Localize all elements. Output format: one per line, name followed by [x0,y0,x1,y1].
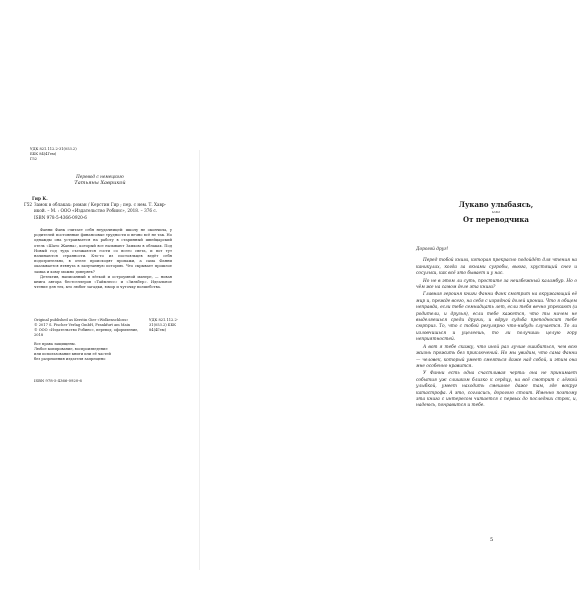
author-heading: Гир К. [32,196,48,201]
greeting: Дорогой друг! [416,247,449,252]
rights-note-line: без разрешения издателя запрещено [34,357,106,361]
annotation-paragraph: Фанни Фанк считает себя неудачницей: школу не окончила, у родителей постоянные финансовые трудности и вечно всё не так. Но однажды она устраивается на работу в старинный швейцарский отель «Шато Жанна», который все называют Замком в облаках. Под Новый год туда съезжаются гости со всего света, и вот тут начинаются странности. Кто-то из постояльцев ведёт себя подозрительно, в отеле происходят пропажи, а сама Фанни оказывается втянута в запутанную историю. Что скрывает прошлое замка и кому можно доверять? [34,228,172,274]
preface-paragraph: А вот я тебе скажу, что иной раз лучше ошибиться, чем всю жизнь прожить без приключений. Но мы увидим, что сама Фанни — человек, который умеет смеяться даже над собой, и этим она мне особенно нравится. [416,344,577,369]
right-page [200,0,577,600]
chapter-subtitle: От переводчика [463,215,529,224]
chapter-title-connector: или [492,209,500,214]
preface-paragraph: Перед тобой книга, которая прекрасно подойдёт для чтения на каникулах, когда за окнами сугробы, вьюга, хрустящий снег и сосульки, как всё это бывает и у нас. [416,258,577,277]
author-description: Замок в облаках: роман / Керстин Гир ; пер. с нем. Т. Хавр-икой. – М. : ООО «Издательство Робинс», 2018. – 376 с. [34,202,166,213]
udk-line: УДК 821.112.2-31(053.2) [30,147,77,151]
preface-paragraph: Главная героиня книги Фанни Фанк смотрит на окружающий её мир и, прежде всего, на себя с изрядной долей иронии. Что я общем неправда, если тебе семнадцать лет, если тебя вечно упрекают (и родители, и друзья), если тебе кажется, что ты ничем не выделяешься среди других, и вдруг судьба преподносит тебе сюрприз. То, что с тобой регулярно что-нибудь случается. То ли изловчишься и уцелеешь, то ли получишь целую гору неприятностей. [416,292,577,343]
rights-note-line: или использование книги или её частей [34,352,111,356]
rights-note-line: Все права защищены. [34,342,76,346]
rights-line: © 2017 S. Fischer Verlag GmbH, Frankfurt am Main [34,323,131,327]
author-code: Г52 [24,202,33,207]
rights-line: Original published as Kerstin Gier «Wolkenschloss» [34,318,129,322]
author-mark-line: Г52 [30,157,37,161]
annotation-paragraph: Детектив, написанный в лёгкой и остроумной манере, — новая книга автора бестселлеров «Таймлесс» и «Зильбер». Идеальное чтение для тех, кто любит загадки, юмор и чуточку волшебства. [34,274,172,290]
page-number: 5 [490,537,494,543]
bibliographic-record [24,196,174,221]
preface-text [416,247,577,411]
chapter-title: Лукаво улыбаясь, [458,200,534,209]
preface-paragraph: У Фанни есть одна счастливая черта: она не принимает события уж слишком близко к сердцу, на всё смотрит с лёгкой улыбкой, умеет находить смешное даже там, где вокруг катастрофа. А это, согласись, дорогого стоит. Именно поэтому эта книга с интересом читается с первых до последних строк, и, надеюсь, понравится и тебе. [416,371,577,409]
rights-classification: УДК 821.112.2-31(053.2) ББК 84(4Гем) [149,318,178,332]
translator-name: Татьяны Хаврикой [74,179,126,186]
preface-paragraph: Но не в этом ли суть, простите за неизбежный каламбур. Но о чём же на самом деле эта книга? [416,278,577,291]
rights-block [34,318,178,362]
translator-label: Перевод с немецкого [76,174,124,179]
rights-line: © ООО «Издательство Робинс», перевод, оформление, 2018 [34,328,139,337]
annotation [34,228,172,290]
translator-credit [30,174,170,187]
bottom-isbn: ISBN 978-5-4366-0920-6 [34,378,82,383]
bbk-line: ББК 84(4Гем) [30,152,57,156]
record-isbn: ISBN 978-5-4366-0920-6 [34,215,87,221]
rights-note-line: Любое копирование, воспроизведение [34,347,108,351]
chapter-title-block [416,200,576,224]
left-page [0,0,200,600]
udk-block [30,147,90,162]
